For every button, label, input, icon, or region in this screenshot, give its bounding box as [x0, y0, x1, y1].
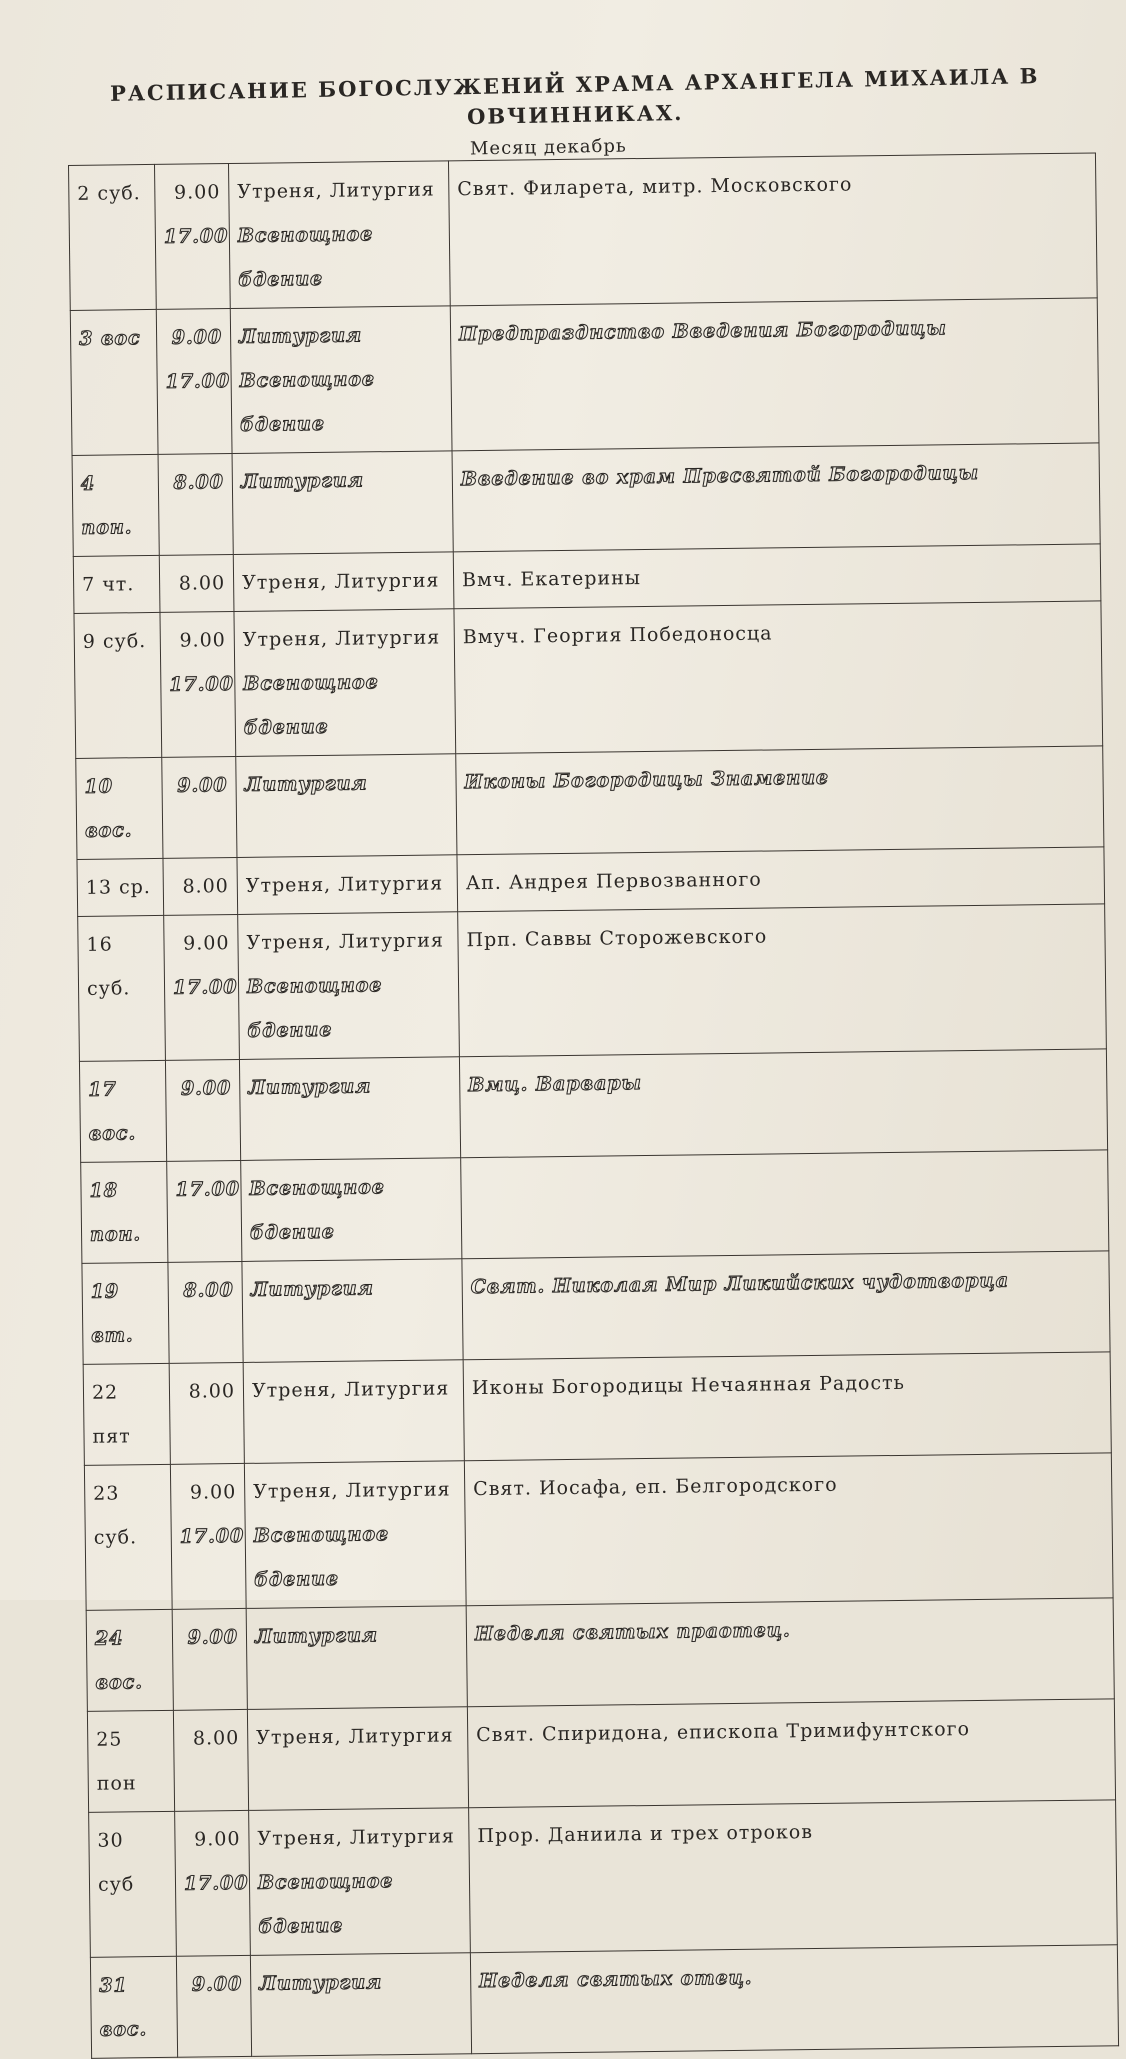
service-value: Всенощное бдение — [243, 671, 379, 739]
service-cell — [238, 912, 460, 1060]
service-value: Всенощное бдение — [239, 368, 376, 436]
table-row — [87, 1699, 1115, 1813]
feast-cell: Неделя святых отец. — [470, 1945, 1118, 2054]
date-cell: 7 чт. — [73, 555, 160, 613]
time-value: 17.00 — [183, 1871, 249, 1895]
time-value: 17.00 — [169, 673, 234, 696]
feast-cell: Неделя святых праотец. — [466, 1598, 1114, 1707]
date-cell: 30 суб — [89, 1811, 177, 1957]
table-row — [84, 1453, 1113, 1611]
time-cell: 9.00 — [176, 1955, 251, 2057]
feast-cell: Свят. Николая Мир Ликийских чудотворца — [462, 1251, 1110, 1360]
time-value: 9.00 — [183, 932, 230, 955]
date-cell: 3 вос — [70, 309, 158, 455]
feast-cell: Свят. Иосафа, еп. Белгородского — [464, 1453, 1113, 1606]
service-value: Утреня, Литургия — [257, 1825, 455, 1850]
service-cell: Литургия — [232, 451, 453, 555]
time-cell: 8.00 — [173, 1709, 248, 1811]
date-cell: 10 вос. — [76, 757, 163, 859]
feast-cell: Прп. Саввы Сторожевского — [458, 904, 1107, 1057]
feast-cell: Ап. Андрея Первозванного — [457, 847, 1105, 912]
feast-cell: Предпразднство Введения Богородицы — [450, 298, 1099, 451]
time-value: 17.00 — [172, 975, 238, 999]
table-row — [79, 1049, 1107, 1163]
table-row — [69, 153, 1098, 311]
table-row — [78, 904, 1107, 1062]
service-cell: Утреня, Литургия — [247, 1707, 468, 1811]
table-row — [76, 746, 1104, 860]
date-cell: 24 вос. — [86, 1609, 173, 1711]
service-cell — [244, 1461, 466, 1609]
date-cell: 22 пят — [83, 1363, 170, 1465]
date-cell: 25 пон — [87, 1710, 174, 1812]
time-value: 17.00 — [165, 370, 231, 393]
feast-cell: Иконы Богородицы Нечаянная Радость — [463, 1352, 1111, 1461]
time-cell: 9.00 — [165, 1059, 240, 1161]
time-value: 9.00 — [179, 629, 226, 652]
time-cell — [170, 1463, 246, 1609]
service-value: Всенощное бдение — [237, 223, 374, 291]
time-value: 9.00 — [171, 326, 223, 349]
service-cell: Утреня, Литургия — [237, 855, 458, 915]
date-cell: 4 пон. — [72, 454, 159, 556]
time-cell: 8.00 — [168, 1261, 243, 1363]
feast-cell: Свят. Спиридона, епископа Тримифунтского — [467, 1699, 1115, 1808]
table-row — [70, 298, 1099, 456]
time-value: 17.00 — [179, 1524, 245, 1548]
service-value: Всенощное бдение — [246, 974, 383, 1042]
service-cell — [230, 306, 452, 454]
service-cell: Литургия — [246, 1606, 467, 1710]
time-cell: 17.00 — [167, 1160, 242, 1262]
service-value: Всенощное бдение — [257, 1870, 394, 1938]
service-cell — [234, 609, 456, 757]
date-cell: 9 суб. — [74, 612, 162, 758]
feast-cell: Вмуч. Георгия Победоносца — [454, 601, 1103, 754]
table-row — [86, 1598, 1114, 1712]
date-cell: 31 вос. — [90, 1956, 177, 2058]
service-value: Утреня, Литургия — [246, 929, 444, 954]
feast-cell: Введение во храм Пресвятой Богородицы — [452, 443, 1100, 552]
time-cell — [164, 914, 240, 1060]
time-cell: 8.00 — [159, 555, 234, 613]
time-cell: 8.00 — [158, 454, 233, 556]
date-cell: 19 вт. — [82, 1262, 169, 1364]
feast-cell — [461, 1150, 1109, 1259]
date-cell: 23 суб. — [84, 1464, 172, 1610]
date-cell: 18 пон. — [81, 1161, 168, 1263]
time-cell: 8.00 — [163, 857, 238, 915]
time-cell: 9.00 — [172, 1608, 247, 1710]
table-row — [82, 1251, 1110, 1365]
table-row — [90, 1945, 1118, 2059]
feast-cell: Вмц. Варвары — [459, 1049, 1107, 1158]
service-value: Литургия — [238, 324, 363, 348]
service-cell: Литургия — [250, 1953, 471, 2057]
time-cell: 9.00 — [162, 756, 237, 858]
date-cell: 2 суб. — [69, 164, 157, 310]
time-value: 9.00 — [189, 1481, 237, 1504]
table-row — [83, 1352, 1111, 1466]
time-cell — [175, 1810, 251, 1956]
date-cell: 13 ср. — [77, 858, 164, 916]
time-cell — [160, 612, 236, 758]
service-value: Утреня, Литургия — [253, 1478, 451, 1503]
date-cell: 17 вос. — [79, 1060, 166, 1162]
table-row — [74, 601, 1103, 759]
feast-cell: Прор. Даниила и трех отроков — [469, 1800, 1118, 1953]
service-cell: Литургия — [239, 1057, 460, 1161]
table-row — [89, 1800, 1118, 1958]
table-row — [81, 1150, 1109, 1264]
time-value: 9.00 — [194, 1828, 241, 1851]
service-cell: Литургия — [236, 754, 457, 858]
date-cell: 16 суб. — [78, 915, 166, 1061]
time-value: 17.00 — [163, 225, 229, 248]
page-title: РАСПИСАНИЕ БОГОСЛУЖЕНИЙ ХРАМА АРХАНГЕЛА МИХАИЛА В ОВЧИННИКАХ. — [109, 63, 1040, 130]
time-cell — [154, 164, 230, 310]
feast-cell: Иконы Богородицы Знамение — [456, 746, 1104, 855]
service-value: Утреня, Литургия — [237, 178, 435, 203]
schedule-table — [68, 152, 1119, 2058]
feast-cell: Вмч. Екатерины — [453, 544, 1101, 609]
time-value: 9.00 — [173, 181, 221, 204]
month-label: Месяц декабрь — [469, 135, 627, 160]
service-cell: Утреня, Литургия — [233, 552, 454, 612]
service-cell: Утреня, Литургия — [243, 1360, 464, 1464]
table-row — [72, 443, 1100, 557]
feast-cell: Свят. Филарета, митр. Московского — [448, 153, 1097, 306]
service-cell — [228, 161, 450, 309]
service-cell: Всенощное бдение — [241, 1158, 462, 1262]
service-cell: Литургия — [242, 1259, 463, 1363]
service-value: Утреня, Литургия — [242, 626, 441, 651]
service-value: Всенощное бдение — [253, 1523, 390, 1591]
time-cell — [156, 309, 232, 455]
time-cell: 8.00 — [169, 1362, 244, 1464]
service-cell — [249, 1808, 471, 1956]
